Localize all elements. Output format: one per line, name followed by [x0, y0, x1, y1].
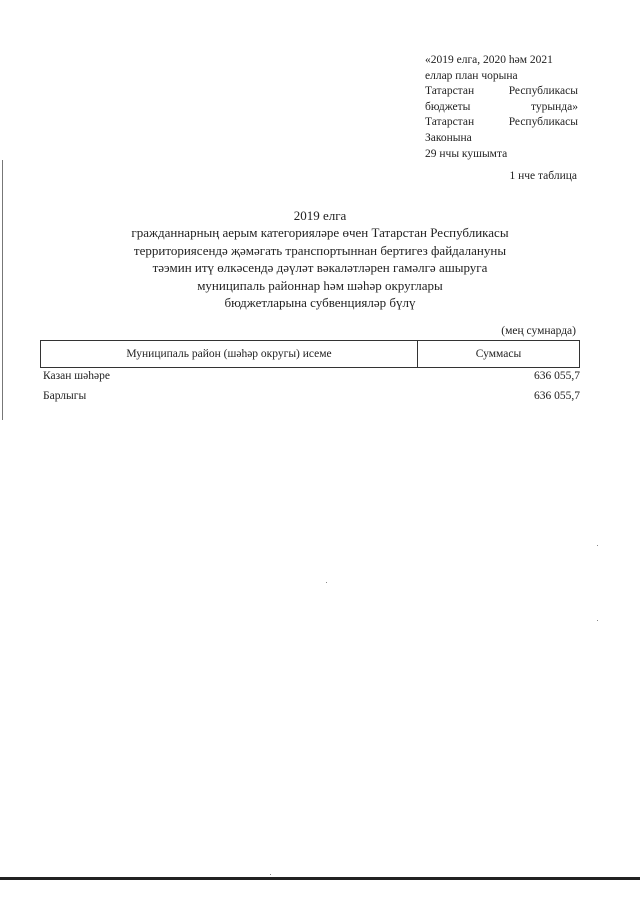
appendix-line-5: [425, 115, 578, 131]
row-municipality-name: Казан шәһәре: [43, 370, 110, 382]
appendix-line-2: еллар план чорына: [425, 69, 518, 82]
header-municipality: Муниципаль район (шәһәр округы) исеме: [41, 341, 418, 368]
subsidy-table-header: [40, 340, 580, 368]
title-line-4: тәэмин итү өлкәсендә дәүләт вәкаләтләрен гамәлгә ашыруга: [152, 260, 488, 276]
appendix-line-5-left: Татарстан: [425, 116, 475, 129]
scan-speck: [326, 582, 327, 583]
appendix-line-3-right: Республикасы: [508, 85, 578, 98]
title-line-2: гражданнарның аерым категорияләре өчен Татарстан Республикасы: [131, 225, 509, 241]
appendix-line-3: [425, 84, 578, 100]
table-row: [43, 370, 580, 382]
total-amount: 636 055,7: [534, 390, 580, 402]
scan-speck: [597, 545, 598, 546]
appendix-line-4: [425, 100, 578, 116]
appendix-line-4-right: турында»: [531, 100, 578, 113]
row-amount: 636 055,7: [534, 370, 580, 382]
appendix-line-5-right: Республикасы: [508, 116, 578, 129]
table-number: 1 нче таблица: [509, 170, 577, 182]
appendix-line-7: 29 нчы кушымта: [425, 147, 508, 160]
appendix-line-1: «2019 елга, 2020 һәм 2021: [425, 54, 553, 66]
appendix-line-3-left: Татарстан: [425, 85, 475, 98]
scan-speck: [597, 620, 598, 621]
title-line-3: территориясендә җәмәгать транспортыннан бертигез файдалануны: [133, 242, 507, 258]
appendix-line-4-left: бюджеты: [425, 100, 471, 113]
scan-speck: [270, 874, 271, 875]
title-line-1: 2019 елга: [293, 208, 347, 223]
scan-bottom-bar: [0, 877, 640, 880]
appendix-note: [425, 53, 578, 162]
total-row: [43, 390, 580, 402]
title-line-6: бюджетларына субвенцияләр бүлү: [224, 295, 416, 311]
total-label: Барлыгы: [43, 390, 87, 402]
title-line-5: муниципаль районнар һәм шәһәр округлары: [197, 277, 443, 293]
table-header-row: [41, 341, 580, 368]
scan-edge-line: [2, 160, 3, 420]
appendix-line-6: Законына: [425, 131, 472, 144]
unit-note: (мең сумнарда): [501, 325, 576, 337]
header-amount: Суммасы: [418, 341, 580, 368]
document-title: [0, 207, 640, 311]
